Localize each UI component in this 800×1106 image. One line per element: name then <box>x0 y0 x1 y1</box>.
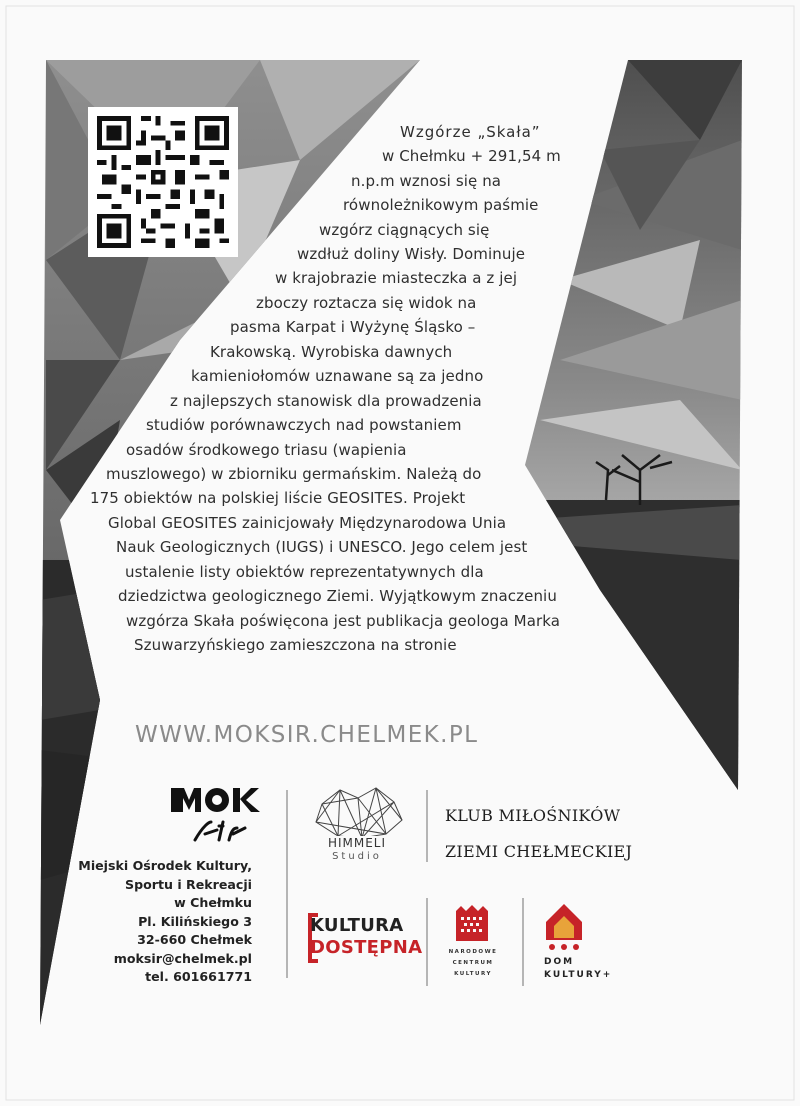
text-line: kamieniołomów uznawane są za jedno <box>191 367 484 385</box>
kultura-line-2: DOSTĘPNA <box>310 937 423 958</box>
text-line: wzgórz ciągnących się <box>319 221 490 239</box>
address-line: Miejski Ośrodek Kultury, <box>78 858 252 873</box>
address-line: Sportu i Rekreacji <box>125 876 252 892</box>
text-line: w krajobrazie miasteczka a z jej <box>275 269 518 287</box>
nck-name <box>438 947 508 980</box>
text-line: Wzgórze „Skała” <box>400 123 541 141</box>
text-line: Szuwarzyńskiego zamieszczona na stronie <box>134 636 457 654</box>
text-line: w Chełmku + 291,54 m <box>382 147 561 165</box>
website-link[interactable]: WWW.MOKSIR.CHELMEK.PL <box>135 722 479 748</box>
text-line: Krakowską. Wyrobiska dawnych <box>210 343 453 361</box>
nck-line: CENTRUM <box>452 960 494 966</box>
himmeli-studio-logo <box>302 782 412 862</box>
text-line: n.p.m wznosi się na <box>351 172 502 190</box>
qr-code[interactable] <box>88 107 238 257</box>
divider <box>522 898 524 986</box>
kultura-line-1: KULTURA <box>310 915 404 936</box>
text-line: studiów porównawczych nad powstaniem <box>146 416 462 434</box>
klub-line-2: ZIEMI CHEŁMECKIEJ <box>445 842 633 861</box>
dom-kultury-house-icon <box>542 900 586 954</box>
klub-milosnikow-logo <box>445 798 632 870</box>
divider <box>426 898 428 986</box>
text-line: Nauk Geologicznych (IUGS) i UNESCO. Jego celem jest <box>116 538 528 556</box>
text-line: osadów środkowego triasu (wapienia <box>126 441 407 459</box>
kultura-bracket-icon <box>308 959 318 963</box>
email[interactable]: moksir@chelmek.pl <box>113 950 252 966</box>
text-line: Global GEOSITES zainicjowały Międzynarodowa Unia <box>108 514 507 532</box>
moksir-logo <box>165 782 265 852</box>
dom-line-2: KULTURY+ <box>544 970 613 980</box>
divider <box>286 790 288 978</box>
text-line: ustalenie listy obiektów reprezentatywnych dla <box>125 563 484 581</box>
himmeli-subtitle: Studio <box>332 851 382 862</box>
text-line: muszlowego) w zbiorniku germańskim. Należą do <box>106 465 482 483</box>
text-line: wzdłuż doliny Wisły. Dominuje <box>297 245 526 263</box>
address-line: Pl. Kilińskiego 3 <box>138 913 252 929</box>
phone[interactable]: tel. 601661771 <box>145 969 252 984</box>
address-line: w Chełmku <box>174 895 252 910</box>
text-line: dziedzictwa geologicznego Ziemi. Wyjątkowym znaczeniu <box>118 587 557 605</box>
address-line: 32-660 Chełmek <box>137 932 252 947</box>
text-line: z najlepszych stanowisk dla prowadzenia <box>170 392 482 410</box>
nck-crown-icon <box>452 903 492 943</box>
klub-line-1: KLUB MIŁOŚNIKÓW <box>445 806 621 825</box>
nck-line: NARODOWE <box>448 949 498 955</box>
text-line: wzgórza Skała poświęcona jest publikacja geologa Marka <box>126 612 561 630</box>
himmeli-name: HIMMELI <box>313 836 401 850</box>
text-line: zboczy roztacza się widok na <box>256 294 477 312</box>
dom-kultury-name <box>544 956 612 982</box>
dom-line-1: DOM <box>544 957 575 967</box>
text-line: 175 obiektów na polskiej liście GEOSITES. Projekt <box>90 489 466 507</box>
nck-line: KULTURY <box>454 971 492 977</box>
divider <box>426 790 428 862</box>
text-line: pasma Karpat i Wyżynę Śląsko – <box>230 318 476 336</box>
moksir-address <box>78 857 252 987</box>
text-line: równoleżnikowym paśmie <box>343 196 539 214</box>
kultura-dostepna-logo <box>310 915 422 959</box>
